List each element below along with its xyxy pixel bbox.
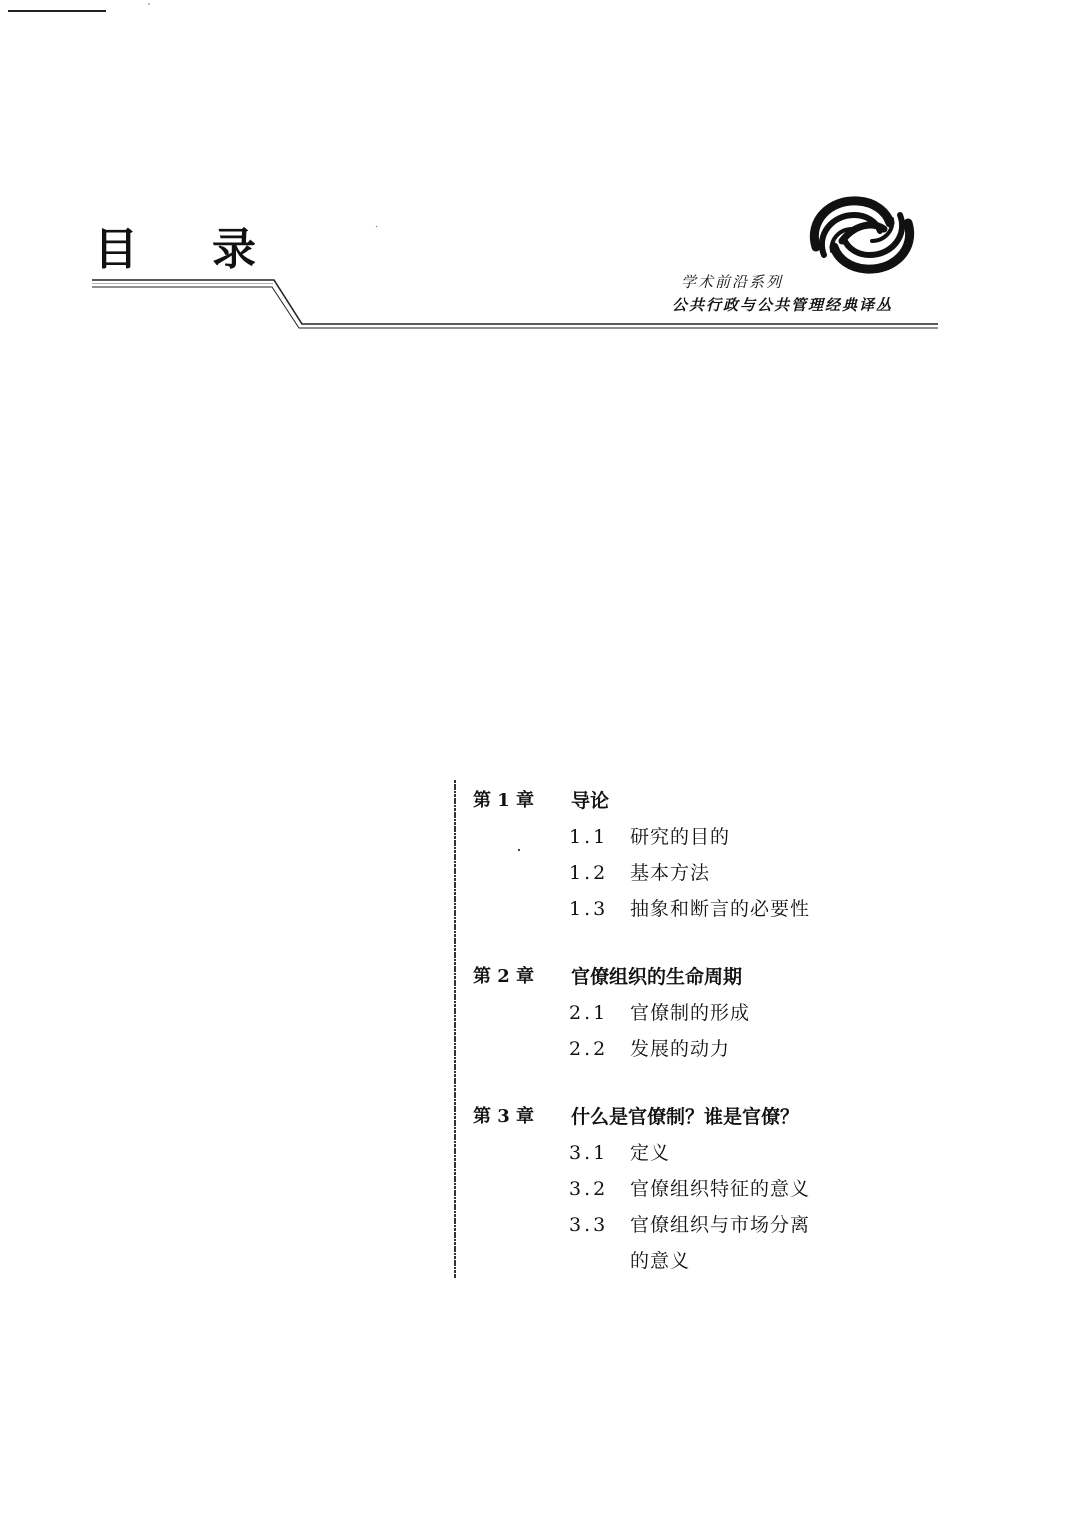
section-number: 3.2 xyxy=(569,1178,609,1200)
section-title-continued: 的意义 xyxy=(630,1250,691,1272)
chapter-title: 官僚组织的生命周期 xyxy=(571,966,743,988)
chapter-label: 第 2 章 xyxy=(473,966,535,987)
section-number: 2.2 xyxy=(569,1038,609,1060)
section-number: 1.1 xyxy=(569,826,609,848)
section-number: 1.2 xyxy=(569,862,609,884)
section-title: 官僚制的形成 xyxy=(630,1002,751,1024)
chapter-label: 第 3 章 xyxy=(473,1106,535,1127)
chapter-label: 第 1 章 xyxy=(473,790,535,811)
page-title-char-1: 目 xyxy=(94,224,138,275)
section-title: 官僚组织与市场分离 xyxy=(630,1214,811,1236)
scan-speck xyxy=(518,849,520,851)
header-rule-lines xyxy=(0,0,1080,340)
section-title: 定义 xyxy=(630,1142,671,1164)
chapter-title: 什么是官僚制？谁是官僚？ xyxy=(571,1106,800,1128)
collection-name: 公共行政与公共管理经典译丛 xyxy=(672,296,894,314)
section-title: 基本方法 xyxy=(630,862,711,884)
toc-vertical-border xyxy=(453,780,457,1278)
series-name: 学术前沿系列 xyxy=(681,273,784,291)
section-title: 抽象和断言的必要性 xyxy=(630,898,811,920)
section-title: 研究的目的 xyxy=(630,826,731,848)
section-number: 2.1 xyxy=(569,1002,609,1024)
page-title-char-2: 录 xyxy=(212,224,256,275)
section-number: 3.1 xyxy=(569,1142,609,1164)
section-title: 发展的动力 xyxy=(630,1038,731,1060)
section-title: 官僚组织特征的意义 xyxy=(630,1178,811,1200)
section-number: 1.3 xyxy=(569,898,609,920)
interlocking-s-logo-icon xyxy=(802,185,922,285)
chapter-title: 导论 xyxy=(571,790,610,812)
section-number: 3.3 xyxy=(569,1214,609,1236)
